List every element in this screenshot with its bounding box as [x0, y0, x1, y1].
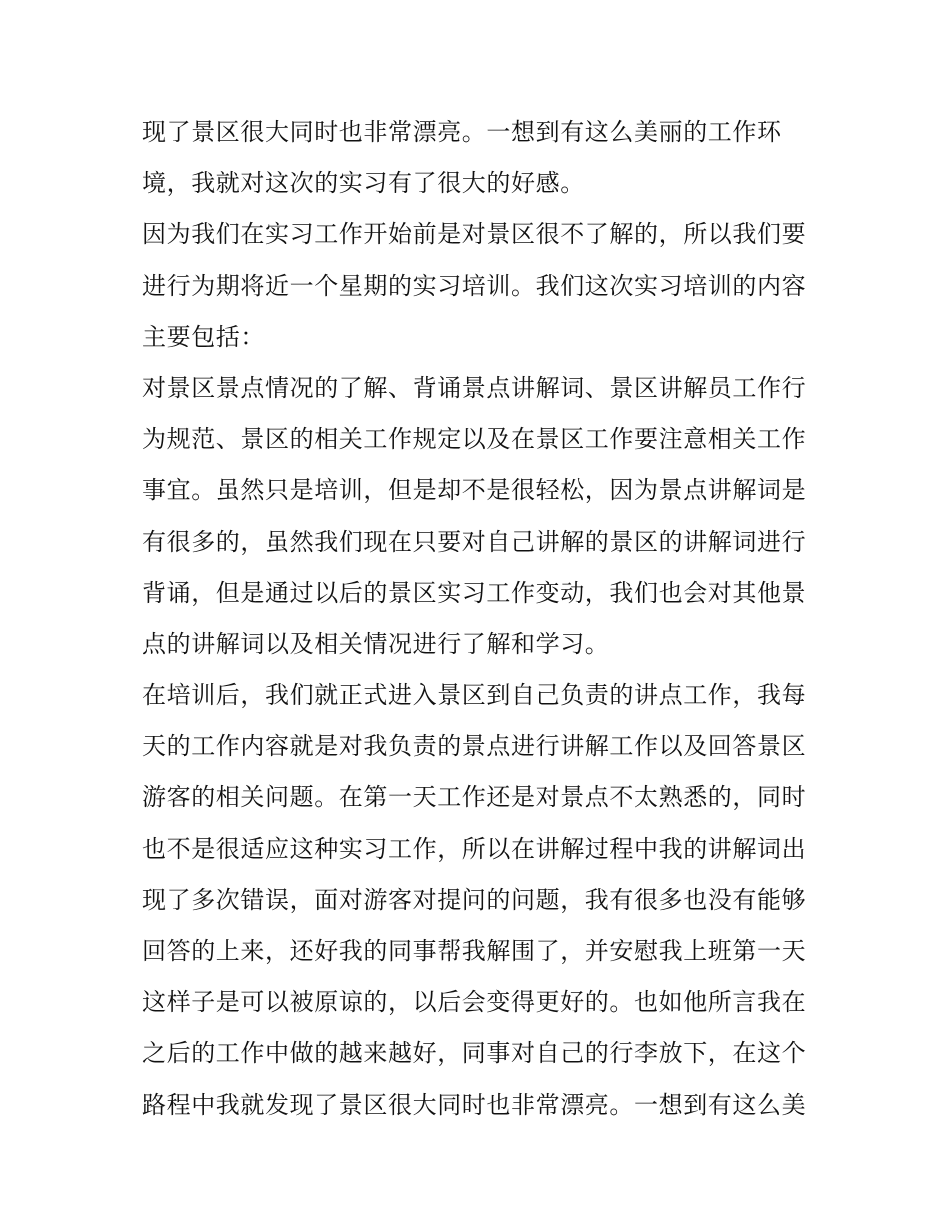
body-text [142, 107, 822, 1131]
text-line: 境，我就对这次的实习有了很大的好感。 [142, 169, 585, 198]
text-line: 因为我们在实习工作开始前是对景区很不了解的，所以我们要 [142, 220, 807, 249]
text-line: 为规范、景区的相关工作规定以及在景区工作要注意相关工作 [142, 425, 807, 454]
text-line: 路程中我就发现了景区很大同时也非常漂亮。一想到有这么美 [142, 1090, 807, 1119]
text-line: 背诵，但是通过以后的景区实习工作变动，我们也会对其他景 [142, 578, 807, 607]
text-line: 天的工作内容就是对我负责的景点进行讲解工作以及回答景区 [142, 732, 807, 761]
text-line: 进行为期将近一个星期的实习培训。我们这次实习培训的内容 [142, 271, 807, 300]
text-line: 这样子是可以被原谅的，以后会变得更好的。也如他所言我在 [142, 988, 807, 1017]
text-line: 主要包括： [142, 322, 265, 351]
text-line: 游客的相关问题。在第一天工作还是对景点不太熟悉的，同时 [142, 783, 807, 812]
text-line: 现了景区很大同时也非常漂亮。一想到有这么美丽的工作环 [142, 118, 782, 146]
text-line: 点的讲解词以及相关情况进行了解和学习。 [142, 629, 610, 658]
text-line: 之后的工作中做的越来越好，同事对自己的行李放下，在这个 [142, 1039, 807, 1068]
text-line: 有很多的，虽然我们现在只要对自己讲解的景区的讲解词进行 [142, 527, 807, 556]
text-line: 在培训后，我们就正式进入景区到自己负责的讲点工作，我每 [142, 681, 807, 710]
text-line: 事宜。虽然只是培训，但是却不是很轻松，因为景点讲解词是 [142, 476, 807, 505]
text-line: 回答的上来，还好我的同事帮我解围了，并安慰我上班第一天 [142, 937, 807, 965]
text-line: 对景区景点情况的了解、背诵景点讲解词、景区讲解员工作行 [142, 373, 807, 402]
text-line: 现了多次错误，面对游客对提问的问题，我有很多也没有能够 [142, 885, 807, 914]
text-line: 也不是很适应这种实习工作，所以在讲解过程中我的讲解词出 [142, 834, 807, 863]
